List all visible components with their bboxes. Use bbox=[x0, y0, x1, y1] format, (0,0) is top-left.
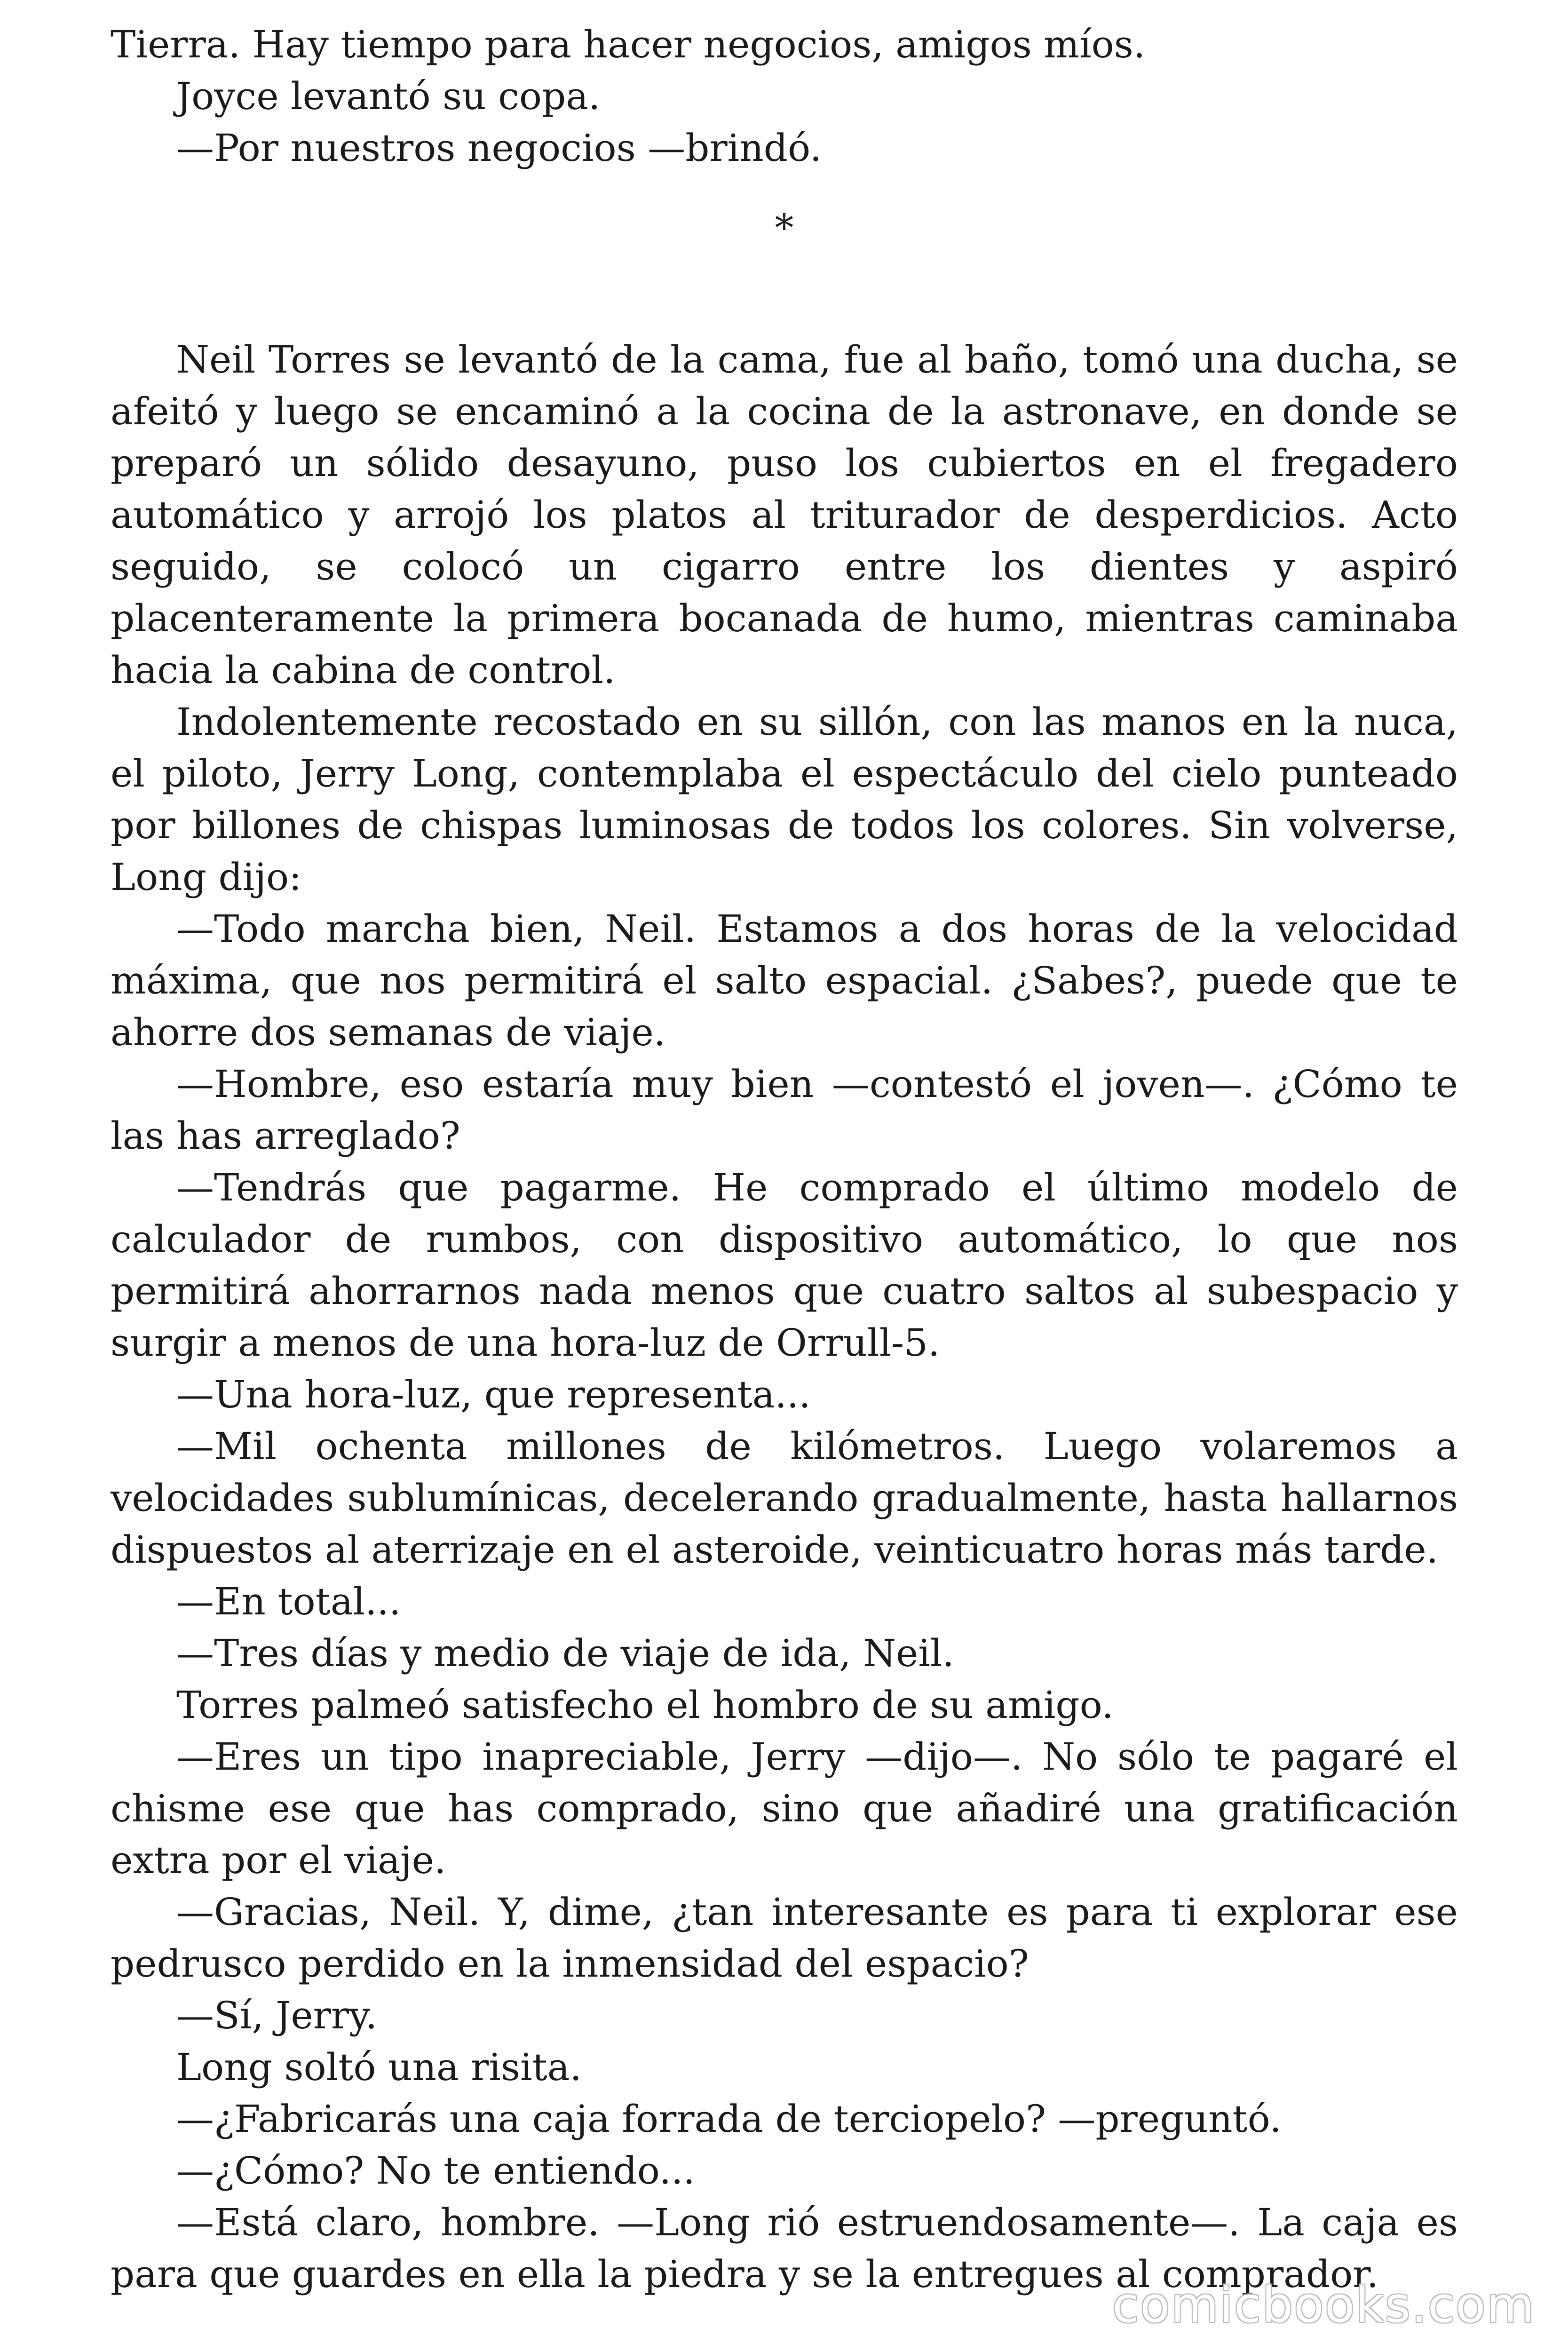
paragraph: —Por nuestros negocios —brindó. bbox=[176, 126, 822, 170]
paragraph: —Gracias, Neil. Y, dime, ¿tan interesante es para ti explorar ese pedrusco perdido en la inmensidad del espacio? bbox=[111, 1890, 1458, 1986]
section-separator: * bbox=[775, 206, 794, 250]
paragraph: —Una hora-luz, que representa... bbox=[176, 1373, 811, 1416]
paragraph: Torres palmeó satisfecho el hombro de su amigo. bbox=[176, 1683, 1114, 1727]
paragraph: —¿Fabricarás una caja forrada de terciopelo? —preguntó. bbox=[176, 2097, 1282, 2141]
paragraph: Tierra. Hay tiempo para hacer negocios, amigos míos. bbox=[111, 23, 1146, 66]
paragraph: Neil Torres se levantó de la cama, fue al baño, tomó una ducha, se afeitó y luego se encaminó a la cocina de la astronave, en donde se preparó un sólido desayuno, puso los cubiertos en el fregadero automático y arrojó los platos al triturador de desperdicios. Acto seguido, se colocó un cigarro entre los dientes y aspiró placenteramente la primera bocanada de humo, mientras caminaba hacia la cabina de control. bbox=[111, 338, 1458, 692]
page-body bbox=[111, 19, 1458, 2300]
paragraph: —Eres un tipo inapreciable, Jerry —dijo—. No sólo te pagaré el chisme ese que has comprado, sino que añadiré una gratificación extra por el viaje. bbox=[111, 1735, 1458, 1882]
paragraph: —¿Cómo? No te entiendo... bbox=[176, 2149, 695, 2193]
paragraph: —Mil ochenta millones de kilómetros. Luego volaremos a velocidades sublumínicas, decelerando gradualmente, hasta hallarnos dispuestos al aterrizaje en el asteroide, veinticuatro horas más tarde. bbox=[111, 1424, 1458, 1572]
paragraph: Long soltó una risita. bbox=[176, 2045, 582, 2089]
paragraph: Joyce levantó su copa. bbox=[176, 74, 601, 118]
paragraph: —Tendrás que pagarme. He comprado el último modelo de calculador de rumbos, con dispositivo automático, lo que nos permitirá ahorrarnos nada menos que cuatro saltos al subespacio y surgir a menos de una hora-luz de Orrull-5. bbox=[111, 1166, 1458, 1365]
paragraph: Indolentemente recostado en su sillón, con las manos en la nuca, el piloto, Jerry Long, contemplaba el espectáculo del cielo punteado por billones de chispas luminosas de todos los colores. Sin volverse, Long dijo: bbox=[111, 700, 1458, 899]
paragraph: —Hombre, eso estaría muy bien —contestó el joven—. ¿Cómo te las has arreglado? bbox=[111, 1062, 1458, 1158]
paragraph: —Está claro, hombre. —Long rió estruendosamente—. La caja es para que guardes en ella la piedra y se la entregues al comprador. bbox=[111, 2201, 1458, 2296]
paragraph: —En total... bbox=[176, 1580, 401, 1623]
paragraph: —Tres días y medio de viaje de ida, Neil. bbox=[176, 1631, 954, 1675]
watermark: comicbooks.com bbox=[1112, 2276, 1535, 2334]
paragraph: —Todo marcha bien, Neil. Estamos a dos horas de la velocidad máxima, que nos permitirá el salto espacial. ¿Sabes?, puede que te ahorre dos semanas de viaje. bbox=[111, 907, 1458, 1054]
paragraph: —Sí, Jerry. bbox=[176, 1994, 378, 2037]
